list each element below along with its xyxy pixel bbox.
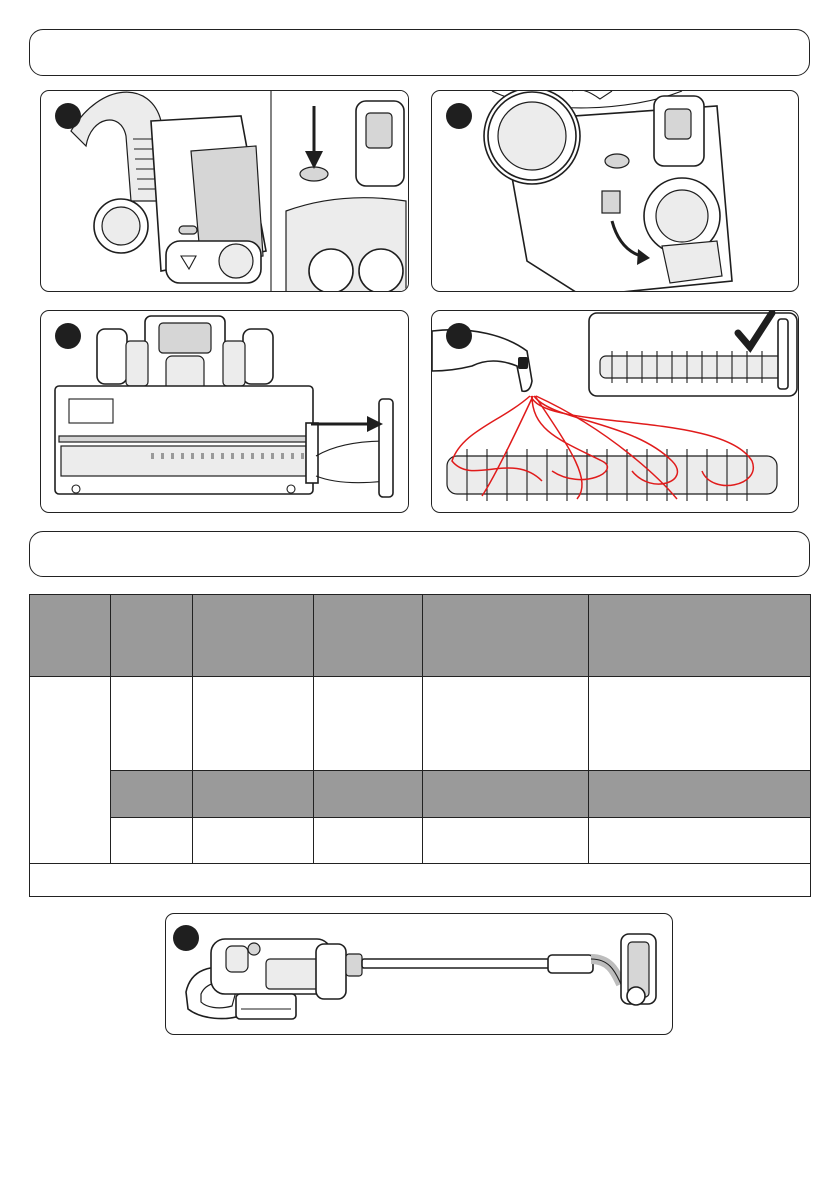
table-header-cell	[30, 595, 111, 677]
table-cell	[589, 677, 811, 771]
step-1-panel	[40, 90, 409, 292]
table-subheader-row	[30, 771, 811, 818]
section-banner	[29, 531, 810, 577]
table-header-cell	[423, 595, 589, 677]
table-cell	[423, 818, 589, 864]
step-1-badge	[55, 103, 81, 129]
table-cell	[30, 677, 111, 864]
table-footer-note	[30, 864, 811, 897]
table-cell	[423, 677, 589, 771]
table-subheader-cell	[589, 771, 811, 818]
table-cell	[589, 818, 811, 864]
table-cell	[193, 818, 314, 864]
step-2-panel	[431, 90, 799, 292]
step-3-badge	[55, 323, 81, 349]
step-3-panel	[40, 310, 409, 513]
step-2-badge	[446, 103, 472, 129]
table-subheader-cell	[193, 771, 314, 818]
spec-table	[29, 594, 811, 897]
table-row	[30, 818, 811, 864]
table-cell	[314, 818, 423, 864]
step-3-illustration	[41, 311, 409, 513]
step-2-illustration	[432, 91, 799, 292]
step-4-illustration	[432, 311, 799, 513]
step-4-badge	[446, 323, 472, 349]
table-cell	[193, 677, 314, 771]
step-5-panel	[165, 913, 673, 1035]
table-subheader-cell	[111, 771, 193, 818]
table-header-cell	[193, 595, 314, 677]
step-1-illustration	[41, 91, 409, 292]
header-banner	[29, 29, 810, 76]
table-footer-row	[30, 864, 811, 897]
step-5-badge	[173, 925, 199, 951]
table-header-cell	[111, 595, 193, 677]
step-4-panel	[431, 310, 799, 513]
table-cell	[111, 677, 193, 771]
table-cell	[111, 818, 193, 864]
table-cell	[314, 677, 423, 771]
table-header-cell	[314, 595, 423, 677]
table-subheader-cell	[314, 771, 423, 818]
table-row	[30, 677, 811, 771]
table-header-cell	[589, 595, 811, 677]
table-subheader-cell	[423, 771, 589, 818]
table-header-row	[30, 595, 811, 677]
step-5-illustration	[166, 914, 673, 1035]
